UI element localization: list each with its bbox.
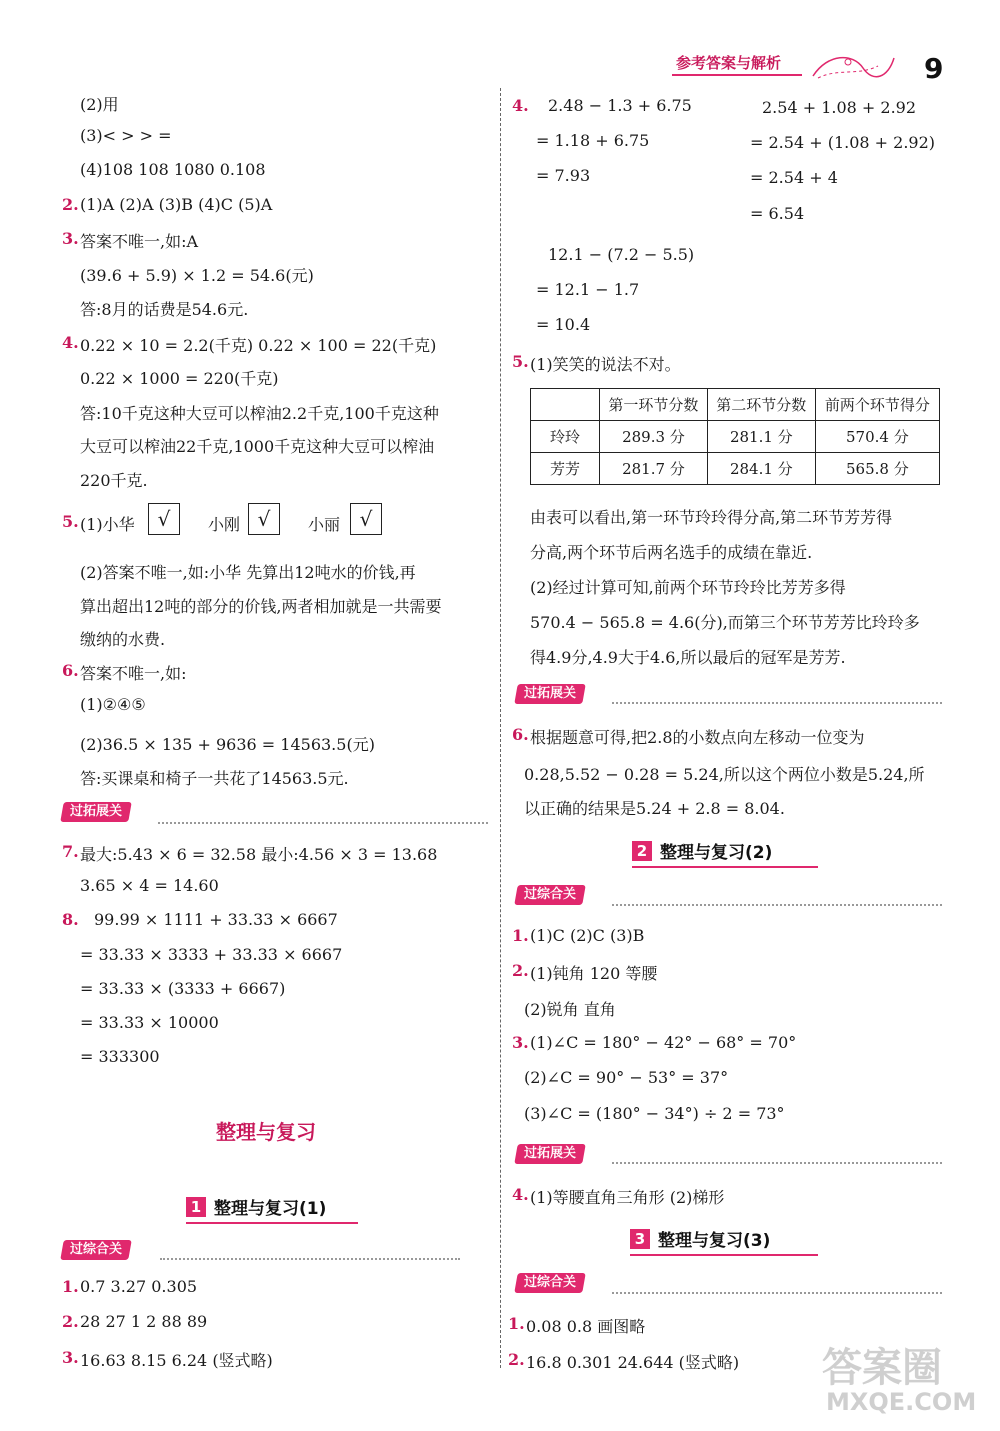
answer-line: 答案不唯一,如:A [80,232,199,251]
badge-extension: 过拓展关 [60,802,132,822]
answer-line: (2)经过计算可知,前两个环节玲玲比芳芳多得 [530,578,846,597]
answer-line: (39.6 + 5.9) × 1.2 = 54.6(元) [80,266,314,285]
table-cell: 281.7 分 [600,453,708,485]
answer-line: (1)等腰直角三角形 (2)梯形 [530,1188,725,1207]
watermark-logo: 答案圈 [822,1345,942,1391]
subsection-number: 3 [630,1229,650,1249]
question-number: 6. [62,661,79,680]
answer-line: 缴纳的水费. [80,630,166,649]
check-icon: √ [248,503,280,535]
answer-line: 最大:5.43 × 6 = 32.58 最小:4.56 × 3 = 13.68 [80,845,438,864]
answer-line: 大豆可以榨油22千克,1000千克这种大豆可以榨油 [80,437,435,456]
table-cell: 565.8 分 [815,453,939,485]
question-number: 4. [62,333,79,352]
answer-line: 16.8 0.301 24.644 (竖式略) [526,1353,740,1372]
question-number: 8. [62,910,79,929]
answer-line: 220千克. [80,471,148,490]
answer-line: 0.7 3.27 0.305 [80,1277,198,1296]
badge-comprehensive: 过综合关 [514,885,586,905]
answer-line: (2)∠C = 90° − 53° = 37° [524,1068,729,1087]
calc-line: = 7.93 [536,166,591,185]
question-number: 7. [62,842,79,861]
answer-line: = 333300 [80,1047,160,1066]
answer-line: (1)∠C = 180° − 42° − 68° = 70° [530,1033,797,1052]
answer-line: 0.22 × 1000 = 220(千克) [80,369,279,388]
answer-line: (2)用 [80,95,119,114]
question-number: 2. [512,961,529,980]
question-number: 4. [512,1185,529,1204]
answer-line: (1)笑笑的说法不对。 [530,355,681,374]
answer-line: 答案不唯一,如: [80,664,187,683]
answer-line: 0.22 × 10 = 2.2(千克) 0.22 × 100 = 22(千克) [80,336,437,355]
answer-line: 以正确的结果是5.24 + 2.8 = 8.04. [524,799,785,818]
calc-line: 2.54 + 1.08 + 2.92 [762,98,917,117]
header-title: 参考答案与解析 [676,54,782,72]
answer-line: 28 27 1 2 88 89 [80,1312,208,1331]
answer-line: 答:10千克这种大豆可以榨油2.2千克,100千克这种 [80,404,439,423]
calc-line: 12.1 − (7.2 − 5.5) [548,245,695,264]
answer-line: 算出超出12吨的部分的价钱,两者相加就是一共需要 [80,597,442,616]
subsection-heading [632,838,818,868]
subsection-title: 整理与复习(2) [660,843,773,863]
answer-line: 得4.9分,4.9大于4.6,所以最后的冠军是芳芳. [530,648,846,667]
answer-line: (2)锐角 直角 [524,1000,616,1019]
subsection-title: 整理与复习(3) [658,1231,771,1251]
check-icon: √ [350,503,382,535]
table-cell: 芳芳 [531,453,600,485]
subsection-heading [186,1194,358,1224]
dotted-rule [612,1292,942,1294]
question-number: 5. [512,352,529,371]
page-number: 9 [924,52,944,85]
answer-line: = 33.33 × 10000 [80,1013,219,1032]
question-number: 5. [62,512,79,531]
answer-line: 根据题意可得,把2.8的小数点向左移动一位变为 [530,728,865,747]
table-cell: 289.3 分 [600,421,708,453]
calc-line: = 12.1 − 1.7 [536,280,640,299]
badge-extension: 过拓展关 [514,684,586,704]
badge-extension: 过拓展关 [514,1144,586,1164]
question-number: 2. [508,1350,525,1369]
table-cell: 玲玲 [531,421,600,453]
answer-line: = 33.33 × (3333 + 6667) [80,979,286,998]
calc-line: = 2.54 + (1.08 + 2.92) [750,133,936,152]
subsection-title: 整理与复习(1) [214,1199,327,1219]
calc-line: = 6.54 [750,204,805,223]
section-title: 整理与复习 [216,1120,316,1144]
answer-line: 0.28,5.52 − 0.28 = 5.24,所以这个两位小数是5.24,所 [524,765,925,784]
question-number: 4. [512,96,529,115]
answer-line: (1)钝角 120 等腰 [530,964,658,983]
dotted-rule [158,822,488,824]
question-number: 1. [512,926,529,945]
question-number: 3. [62,1348,79,1367]
question-number: 6. [512,725,529,744]
table-row [531,421,940,453]
calc-line: 2.48 − 1.3 + 6.75 [548,96,692,115]
question-number: 3. [62,229,79,248]
table-header-row [531,389,940,421]
table-cell: 281.1 分 [707,421,815,453]
subsection-number: 2 [632,841,652,861]
calc-line: = 1.18 + 6.75 [536,131,650,150]
answer-line: (3)< > > = [80,126,172,145]
header-underline [672,74,802,76]
answer-line: 由表可以看出,第一环节玲玲得分高,第二环节芳芳得 [530,508,893,527]
answer-line: 分高,两个环节后两名选手的成绩在靠近. [530,543,813,562]
answer-line: (4)108 108 1080 0.108 [80,160,266,179]
answer-line: (1)②④⑤ [80,695,146,714]
answer-line: (2)答案不唯一,如:小华 先算出12吨水的价钱,再 [80,563,416,582]
answer-line: 3.65 × 4 = 14.60 [80,876,219,895]
table-cell: 284.1 分 [707,453,815,485]
header-decoration-icon [808,48,898,84]
score-table [530,388,940,485]
badge-comprehensive: 过综合关 [60,1240,132,1260]
dotted-rule [612,1162,942,1164]
checkbox-label: 小刚 [208,515,241,534]
question-number: 3. [512,1033,529,1052]
table-header-cell [531,389,600,421]
answer-line: 答:8月的话费是54.6元. [80,300,249,319]
answer-line: = 33.33 × 3333 + 33.33 × 6667 [80,945,343,964]
answer-line: 0.08 0.8 画图略 [526,1317,646,1336]
answer-line: 16.63 8.15 6.24 (竖式略) [80,1351,273,1370]
answer-line: (3)∠C = (180° − 34°) ÷ 2 = 73° [524,1104,785,1123]
table-header-cell: 前两个环节得分 [815,389,939,421]
calc-line: = 10.4 [536,315,591,334]
table-header-cell: 第二环节分数 [707,389,815,421]
badge-comprehensive: 过综合关 [514,1273,586,1293]
calc-line: = 2.54 + 4 [750,168,838,187]
watermark-url: MXQE.COM [826,1388,977,1416]
table-row [531,453,940,485]
answer-line: (1)C (2)C (3)B [530,926,645,945]
question-number: 2. [62,195,79,214]
dotted-rule [160,1258,460,1260]
question-number: 2. [62,1312,79,1331]
dotted-rule [612,904,942,906]
answer-line: 答:买课桌和椅子一共花了14563.5元. [80,769,349,788]
checkbox-label: (1)小华 [80,515,135,534]
answer-line: 570.4 − 565.8 = 4.6(分),而第三个环节芳芳比玲玲多 [530,613,920,632]
question-number: 1. [62,1277,79,1296]
check-icon: √ [148,503,180,535]
subsection-heading [630,1226,818,1256]
subsection-number: 1 [186,1197,206,1217]
table-header-cell: 第一环节分数 [600,389,708,421]
answer-line: (2)36.5 × 135 + 9636 = 14563.5(元) [80,735,375,754]
answer-line: (1)A (2)A (3)B (4)C (5)A [80,195,273,214]
checkbox-label: 小丽 [308,515,341,534]
table-cell: 570.4 分 [815,421,939,453]
dotted-rule [612,702,942,704]
question-number: 1. [508,1314,525,1333]
column-divider [500,88,501,1368]
answer-line: 99.99 × 1111 + 33.33 × 6667 [94,910,338,929]
